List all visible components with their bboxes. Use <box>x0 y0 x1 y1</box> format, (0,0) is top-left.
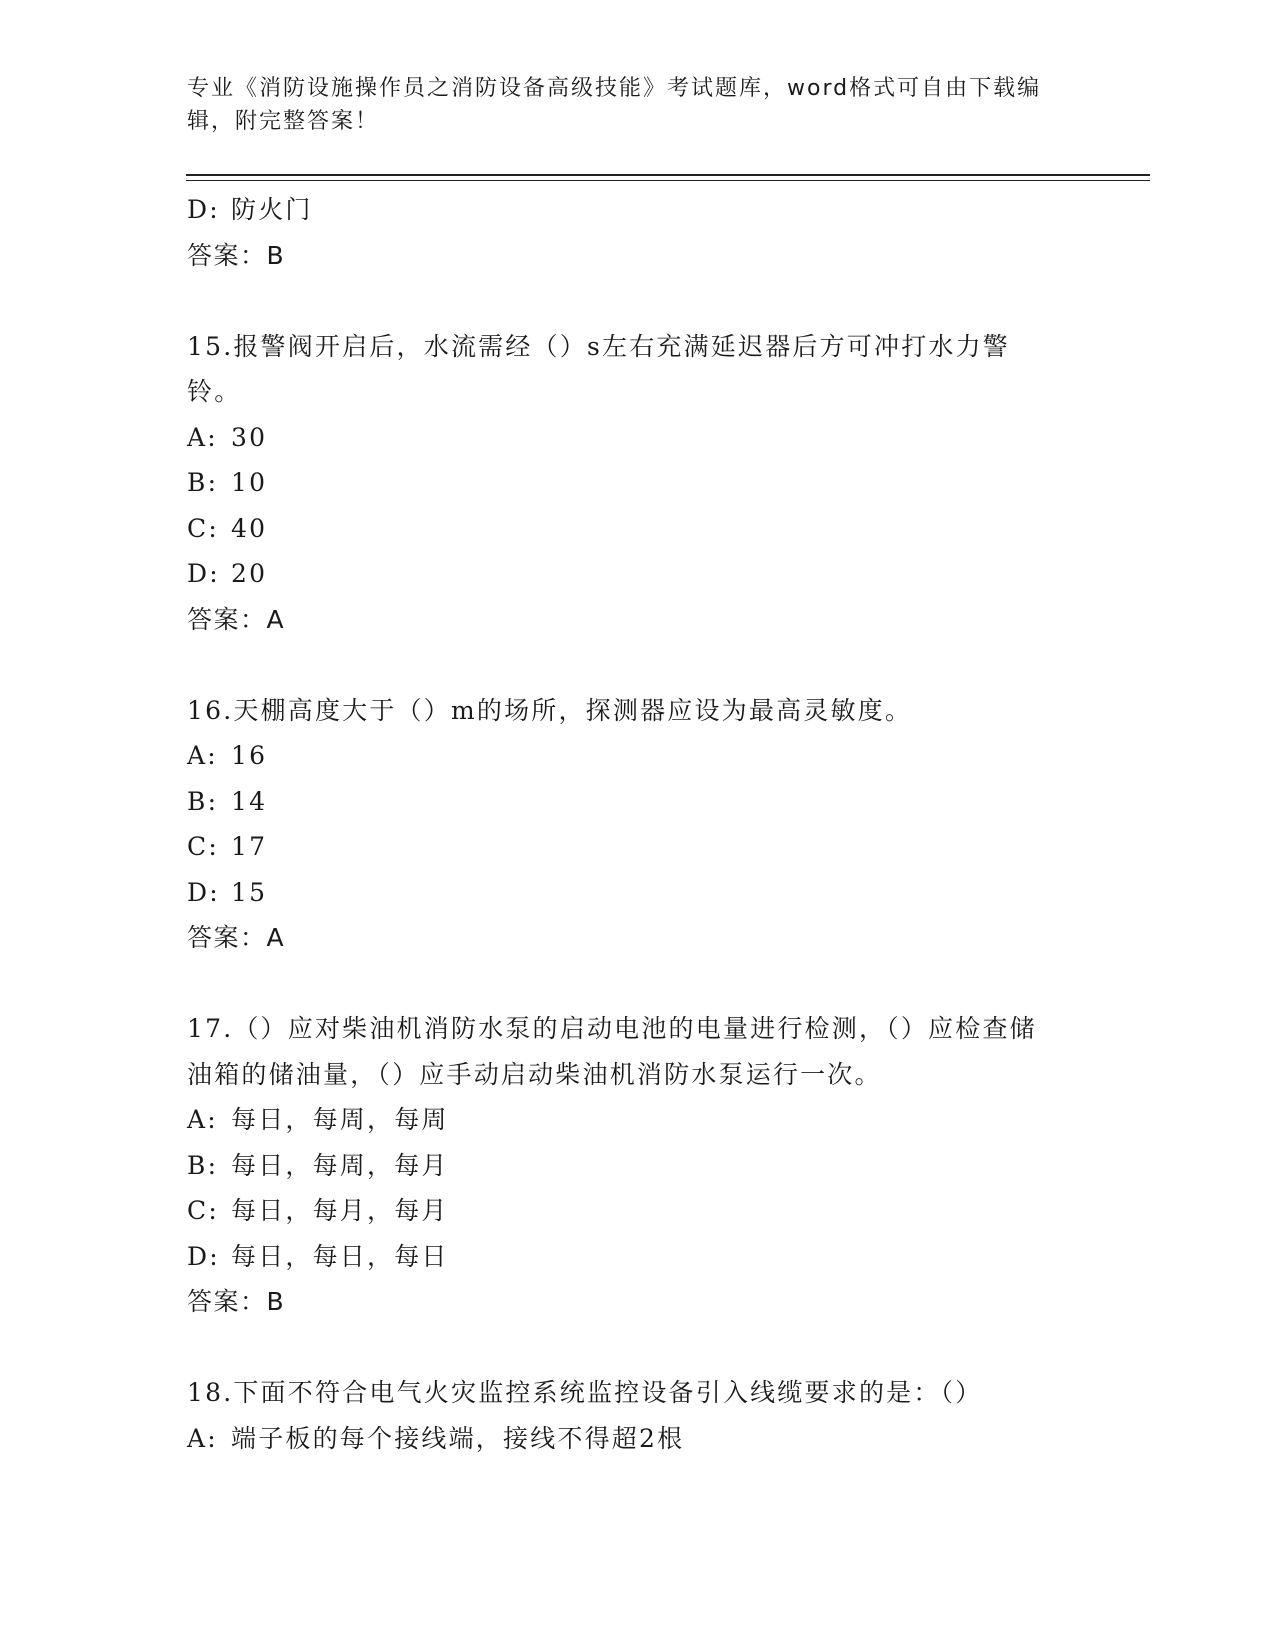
option-line <box>187 870 1087 916</box>
option-line <box>187 551 1087 597</box>
option-line <box>187 1097 1087 1143</box>
option-text: 30 <box>231 422 268 452</box>
option-line <box>187 733 1087 779</box>
option-label: A: <box>187 1423 218 1453</box>
option-text: 每日，每周，每周 <box>231 1105 449 1134</box>
option-line <box>187 506 1087 552</box>
option-text: 10 <box>231 468 268 497</box>
option-text: 17 <box>231 832 268 861</box>
option-line <box>187 187 1087 233</box>
answer-line: 答案：B <box>187 240 286 270</box>
option-label: D: <box>187 195 220 224</box>
document-header: 专业《消防设施操作员之消防设备高级技能》考试题库，word格式可自由下载编辑，附完整答案！ <box>187 76 1042 134</box>
option-label: C: <box>187 513 219 543</box>
option-label: A: <box>187 741 218 770</box>
question-content <box>187 187 1087 1461</box>
option-text: 16 <box>231 741 268 770</box>
option-line <box>187 1188 1087 1234</box>
option-label: B: <box>187 1150 219 1180</box>
option-label: B: <box>187 786 219 816</box>
option-text: 端子板的每个接线端，接线不得超2根 <box>231 1423 685 1453</box>
option-label: A: <box>187 1105 218 1134</box>
option-label: A: <box>187 422 218 452</box>
option-text: 每日，每日，每日 <box>231 1241 449 1271</box>
option-line <box>187 779 1087 825</box>
answer-line: 答案：A <box>187 604 286 634</box>
option-line <box>187 415 1087 461</box>
option-line <box>187 1234 1087 1280</box>
option-text: 15 <box>231 877 268 907</box>
option-label: B: <box>187 468 219 497</box>
option-text: 防火门 <box>231 195 313 224</box>
answer-line: 答案：B <box>187 1287 286 1316</box>
option-line <box>187 1143 1087 1189</box>
option-label: C: <box>187 1196 219 1225</box>
option-label: D: <box>187 877 220 907</box>
option-text: 每日，每周，每月 <box>231 1150 449 1180</box>
header-rule-thick <box>186 174 1150 176</box>
question-stem: 18.下面不符合电气火灾监控系统监控设备引入线缆要求的是：（） <box>187 1378 983 1407</box>
header-rule-thin <box>186 180 1150 181</box>
option-label: D: <box>187 559 220 588</box>
option-text: 20 <box>231 559 268 588</box>
question-stem: 15.报警阀开启后，水流需经（）s左右充满延迟器后方可冲打水力警铃。 <box>187 331 1010 406</box>
option-text: 14 <box>231 786 268 816</box>
question-stem: 16.天棚高度大于（）m的场所，探测器应设为最高灵敏度。 <box>187 695 913 725</box>
question-stem: 17.（）应对柴油机消防水泵的启动电池的电量进行检测，（）应检查储油箱的储油量，（）应手动启动柴油机消防水泵运行一次。 <box>187 1014 1037 1089</box>
option-text: 40 <box>231 513 268 543</box>
option-line <box>187 824 1087 870</box>
option-label: D: <box>187 1241 220 1271</box>
option-line <box>187 1416 1087 1462</box>
option-text: 每日，每月，每月 <box>231 1196 449 1225</box>
answer-line: 答案：A <box>187 923 286 952</box>
option-label: C: <box>187 832 219 861</box>
option-line <box>187 460 1087 506</box>
